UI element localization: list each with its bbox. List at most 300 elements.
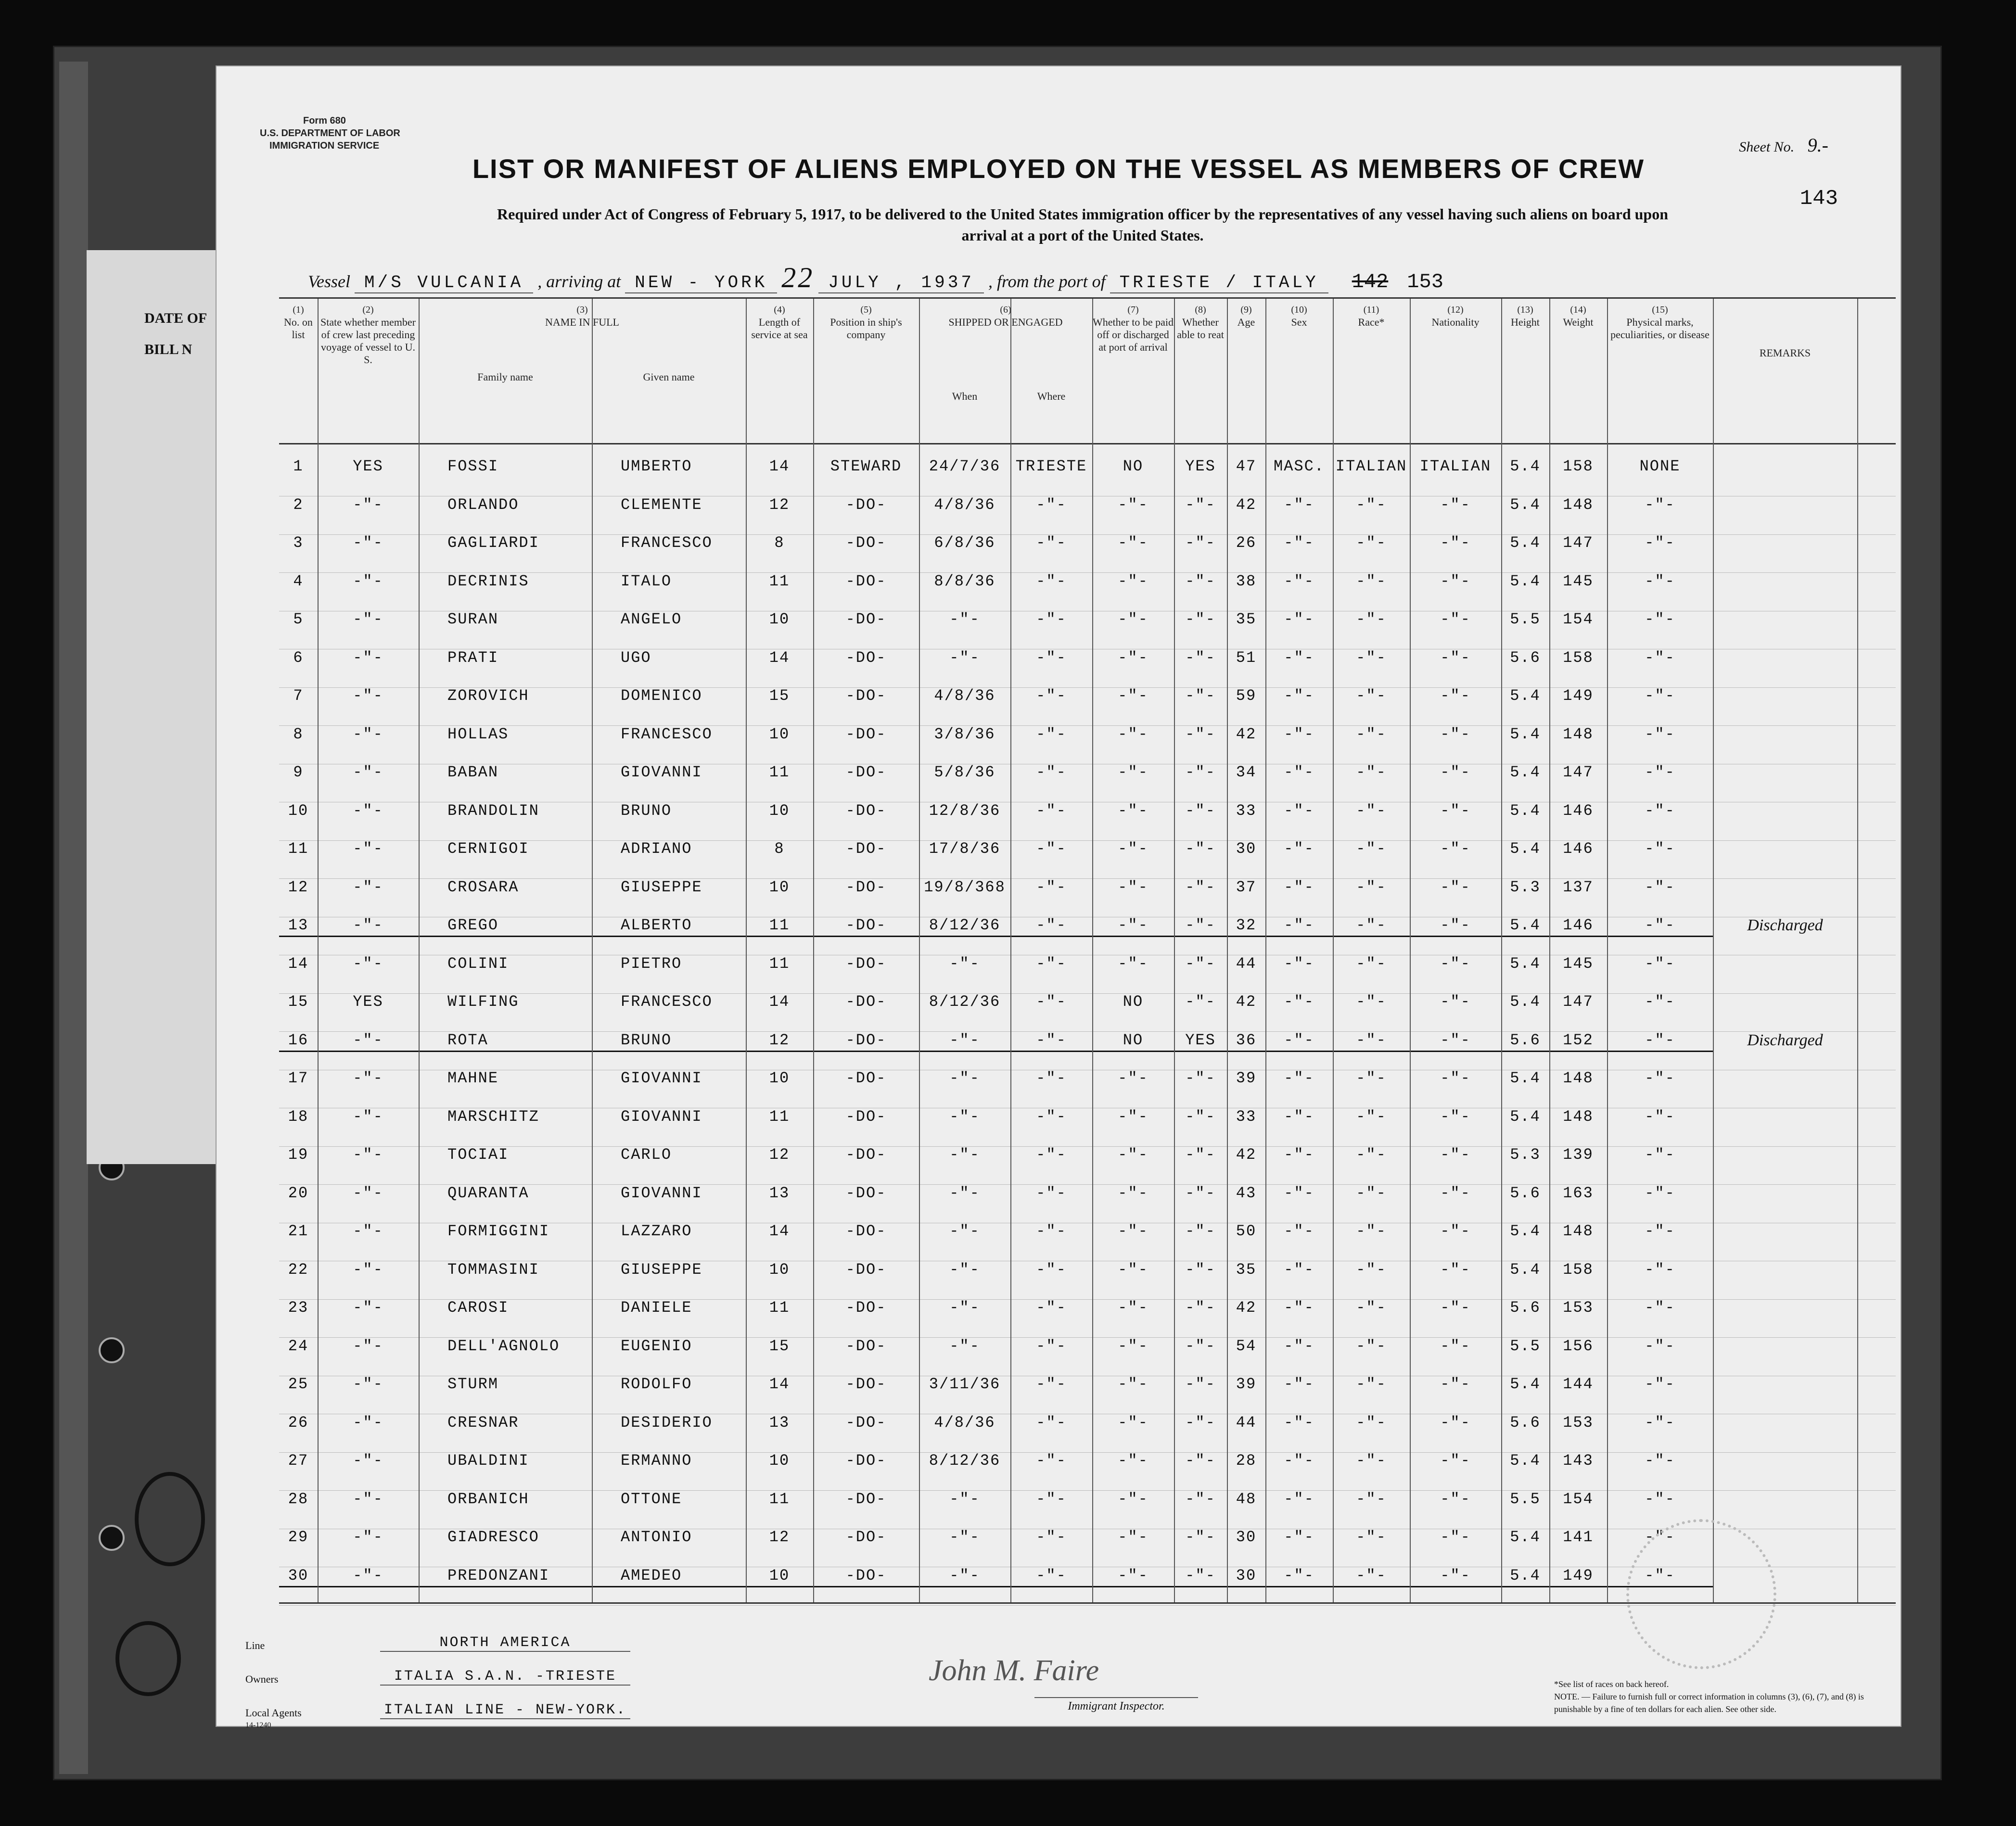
previous-voyage: YES	[353, 457, 383, 475]
given-name: GIOVANNI	[621, 1107, 702, 1126]
nationality: -"-	[1440, 1184, 1471, 1202]
physical-marks: -"-	[1645, 1375, 1675, 1393]
arriving-label: , arriving at	[537, 272, 621, 291]
nationality: -"-	[1440, 916, 1471, 934]
previous-voyage: -"-	[353, 916, 383, 934]
subtitle-line-2: arrival at a port of the United States.	[961, 227, 1204, 244]
weight: 143	[1563, 1452, 1594, 1470]
able-to-read: -"-	[1185, 687, 1216, 705]
height: 5.4	[1510, 1375, 1541, 1393]
paid-off: -"-	[1118, 572, 1148, 590]
height: 5.4	[1510, 916, 1541, 934]
length-of-service: 11	[769, 572, 790, 590]
old-sheet-number: 142	[1352, 270, 1389, 293]
weight: 148	[1563, 495, 1594, 514]
weight: 152	[1563, 1031, 1594, 1049]
shipped-when: 8/12/36	[929, 993, 1001, 1011]
inspector-signature: John M. Faire	[929, 1654, 1099, 1687]
shipped-when: 4/8/36	[934, 687, 995, 705]
weight: 163	[1563, 1184, 1594, 1202]
sex: -"-	[1284, 1490, 1314, 1508]
length-of-service: 13	[769, 1413, 790, 1432]
physical-marks: -"-	[1645, 648, 1675, 667]
shipped-when: 8/8/36	[934, 572, 995, 590]
nationality: -"-	[1440, 1146, 1471, 1164]
able-to-read: -"-	[1185, 725, 1216, 743]
weight: 153	[1563, 1413, 1594, 1432]
row-number: 29	[288, 1528, 309, 1546]
length-of-service: 10	[769, 610, 790, 628]
race-note: *See list of races on back hereof.	[1554, 1679, 1669, 1689]
shipped-where: -"-	[1036, 534, 1067, 552]
able-to-read: -"-	[1185, 916, 1216, 934]
paid-off: -"-	[1118, 954, 1148, 973]
header-col-13: (13) Height	[1511, 304, 1540, 328]
physical-marks: -"-	[1645, 840, 1675, 858]
previous-voyage: -"-	[353, 1375, 383, 1393]
family-name: TOMMASINI	[447, 1260, 539, 1279]
age: 42	[1236, 993, 1257, 1011]
sex: -"-	[1284, 1069, 1314, 1087]
nationality: -"-	[1440, 801, 1471, 820]
height: 5.4	[1510, 954, 1541, 973]
weight: 148	[1563, 725, 1594, 743]
position: -DO-	[845, 1413, 887, 1432]
age: 48	[1236, 1490, 1257, 1508]
sex: -"-	[1284, 1260, 1314, 1279]
paid-off: -"-	[1118, 801, 1148, 820]
length-of-service: 11	[769, 763, 790, 781]
remarks: Discharged	[1747, 916, 1823, 934]
age: 30	[1236, 840, 1257, 858]
arrival-day: 22	[781, 262, 815, 293]
nationality: -"-	[1440, 1490, 1471, 1508]
given-name: FRANCESCO	[621, 725, 713, 743]
race: -"-	[1356, 725, 1387, 743]
length-of-service: 11	[769, 1107, 790, 1126]
age: 42	[1236, 1146, 1257, 1164]
able-to-read: -"-	[1185, 878, 1216, 896]
sex: -"-	[1284, 1299, 1314, 1317]
able-to-read: -"-	[1185, 648, 1216, 667]
weight: 147	[1563, 763, 1594, 781]
given-name: RODOLFO	[621, 1375, 692, 1393]
row-number: 2	[293, 495, 304, 514]
previous-voyage: -"-	[353, 1222, 383, 1240]
paid-off: -"-	[1118, 648, 1148, 667]
nationality: -"-	[1440, 725, 1471, 743]
physical-marks: -"-	[1645, 1299, 1675, 1317]
position: -DO-	[845, 1375, 887, 1393]
age: 50	[1236, 1222, 1257, 1240]
height: 5.4	[1510, 1222, 1541, 1240]
sex: -"-	[1284, 1107, 1314, 1126]
shipped-where: -"-	[1036, 993, 1067, 1011]
row-number: 15	[288, 993, 309, 1011]
height: 5.4	[1510, 1107, 1541, 1126]
family-name: UBALDINI	[447, 1452, 529, 1470]
physical-marks: -"-	[1645, 1146, 1675, 1164]
previous-voyage: -"-	[353, 1490, 383, 1508]
shipped-when: 19/8/368	[924, 878, 1006, 896]
shipped-where: -"-	[1036, 1146, 1067, 1164]
penalty-note: NOTE. — Failure to furnish full or correct information in columns (3), (6), (7), and (8) is punishable by a fine of ten dollars for each alien. See other side.	[1554, 1692, 1864, 1714]
shipped-when: -"-	[949, 1031, 980, 1049]
physical-marks: -"-	[1645, 993, 1675, 1011]
row-number: 18	[288, 1107, 309, 1126]
row-number: 12	[288, 878, 309, 896]
department-name: U.S. DEPARTMENT OF LABOR	[260, 128, 400, 139]
physical-marks: -"-	[1645, 1528, 1675, 1546]
paid-off: -"-	[1118, 1184, 1148, 1202]
able-to-read: -"-	[1185, 1375, 1216, 1393]
header-col-1: (1) No. on list	[284, 304, 313, 341]
shipped-when: 12/8/36	[929, 801, 1001, 820]
family-name: FOSSI	[447, 457, 499, 475]
position: -DO-	[845, 1528, 887, 1546]
race: -"-	[1356, 1069, 1387, 1087]
shipped-where: -"-	[1036, 1184, 1067, 1202]
family-name: TOCIAI	[447, 1146, 509, 1164]
previous-voyage: -"-	[353, 1184, 383, 1202]
sex: -"-	[1284, 1375, 1314, 1393]
binder-hole	[99, 1337, 125, 1363]
age: 33	[1236, 1107, 1257, 1126]
given-name: FRANCESCO	[621, 993, 713, 1011]
binder-strip	[59, 62, 88, 1774]
nationality: -"-	[1440, 687, 1471, 705]
position: -DO-	[845, 648, 887, 667]
height: 5.4	[1510, 1528, 1541, 1546]
age: 34	[1236, 763, 1257, 781]
weight: 144	[1563, 1375, 1594, 1393]
shipped-when: 4/8/36	[934, 495, 995, 514]
row-number: 9	[293, 763, 304, 781]
able-to-read: YES	[1185, 457, 1216, 475]
paid-off: -"-	[1118, 1375, 1148, 1393]
family-name: BRANDOLIN	[447, 801, 539, 820]
agents-value: ITALIAN LINE - NEW-YORK.	[380, 1702, 630, 1719]
column-divider	[279, 299, 1858, 1602]
physical-marks: -"-	[1645, 572, 1675, 590]
nationality: -"-	[1440, 954, 1471, 973]
physical-marks: -"-	[1645, 763, 1675, 781]
previous-voyage: -"-	[353, 763, 383, 781]
shipped-when: 24/7/36	[929, 457, 1001, 475]
length-of-service: 11	[769, 954, 790, 973]
faded-stamp	[1626, 1519, 1776, 1669]
position: -DO-	[845, 1184, 887, 1202]
age: 42	[1236, 495, 1257, 514]
able-to-read: -"-	[1185, 1413, 1216, 1432]
given-name: DESIDERIO	[621, 1413, 713, 1432]
race: -"-	[1356, 840, 1387, 858]
row-number: 3	[293, 534, 304, 552]
from-port: TRIESTE / ITALY	[1110, 273, 1328, 293]
age: 51	[1236, 648, 1257, 667]
weight: 147	[1563, 993, 1594, 1011]
length-of-service: 15	[769, 687, 790, 705]
row-number: 1	[293, 457, 304, 475]
shipped-when: -"-	[949, 1337, 980, 1355]
family-name: FORMIGGINI	[447, 1222, 550, 1240]
able-to-read: -"-	[1185, 1299, 1216, 1317]
paid-off: -"-	[1118, 1299, 1148, 1317]
length-of-service: 10	[769, 1069, 790, 1087]
race: -"-	[1356, 801, 1387, 820]
nationality: -"-	[1440, 993, 1471, 1011]
family-name: PRATI	[447, 648, 499, 667]
row-number: 20	[288, 1184, 309, 1202]
previous-voyage: -"-	[353, 840, 383, 858]
sex: -"-	[1284, 916, 1314, 934]
nationality: -"-	[1440, 1222, 1471, 1240]
age: 54	[1236, 1337, 1257, 1355]
vessel-line	[308, 261, 1443, 294]
family-name: STURM	[447, 1375, 499, 1393]
weight: 149	[1563, 1566, 1594, 1585]
remarks: Discharged	[1747, 1031, 1823, 1049]
shipped-where: -"-	[1036, 1490, 1067, 1508]
shipped-where: TRIESTE	[1015, 457, 1087, 475]
age: 26	[1236, 534, 1257, 552]
previous-voyage: -"-	[353, 1031, 383, 1049]
family-name: BABAN	[447, 763, 499, 781]
footer-note	[1554, 1678, 1881, 1715]
weight: 158	[1563, 648, 1594, 667]
shipped-where: -"-	[1036, 1413, 1067, 1432]
physical-marks: -"-	[1645, 1222, 1675, 1240]
given-name: EUGENIO	[621, 1337, 692, 1355]
length-of-service: 12	[769, 495, 790, 514]
shipped-where: -"-	[1036, 687, 1067, 705]
weight: 145	[1563, 572, 1594, 590]
age: 32	[1236, 916, 1257, 934]
nationality: -"-	[1440, 1528, 1471, 1546]
sex: -"-	[1284, 687, 1314, 705]
nationality: -"-	[1440, 534, 1471, 552]
header-col-4: (4) Length of service at sea	[751, 304, 808, 341]
sex: -"-	[1284, 1146, 1314, 1164]
position: -DO-	[845, 1566, 887, 1585]
position: -DO-	[845, 1031, 887, 1049]
sheet-number-label: Sheet No.	[1739, 139, 1795, 155]
sex: -"-	[1284, 1031, 1314, 1049]
race: -"-	[1356, 1184, 1387, 1202]
nationality: -"-	[1440, 1452, 1471, 1470]
length-of-service: 14	[769, 1222, 790, 1240]
position: -DO-	[845, 993, 887, 1011]
sex: -"-	[1284, 1452, 1314, 1470]
age: 43	[1236, 1184, 1257, 1202]
family-name: ORLANDO	[447, 495, 519, 514]
weight: 148	[1563, 1107, 1594, 1126]
arriving-port: NEW - YORK	[625, 273, 777, 293]
underlying-page	[87, 250, 231, 1164]
able-to-read: -"-	[1185, 1222, 1216, 1240]
paid-off: -"-	[1118, 1222, 1148, 1240]
height: 5.4	[1510, 534, 1541, 552]
age: 44	[1236, 954, 1257, 973]
header-remarks: REMARKS	[1759, 347, 1811, 359]
shipped-when: -"-	[949, 1490, 980, 1508]
race: -"-	[1356, 1452, 1387, 1470]
position: STEWARD	[830, 457, 902, 475]
length-of-service: 8	[774, 840, 785, 858]
age: 39	[1236, 1375, 1257, 1393]
position: -DO-	[845, 801, 887, 820]
sex: -"-	[1284, 801, 1314, 820]
header-where: Where	[1037, 390, 1066, 402]
row-number: 27	[288, 1452, 309, 1470]
height: 5.5	[1510, 1337, 1541, 1355]
height: 5.4	[1510, 1260, 1541, 1279]
side-label-bill: BILL N	[144, 342, 192, 357]
age: 30	[1236, 1528, 1257, 1546]
position: -DO-	[845, 495, 887, 514]
shipped-where: -"-	[1036, 1260, 1067, 1279]
position: -DO-	[845, 954, 887, 973]
weight: 137	[1563, 878, 1594, 896]
header-when: When	[952, 390, 978, 402]
position: -DO-	[845, 916, 887, 934]
shipped-when: -"-	[949, 1528, 980, 1546]
shipped-when: -"-	[949, 1107, 980, 1126]
position: -DO-	[845, 572, 887, 590]
paid-off: -"-	[1118, 495, 1148, 514]
length-of-service: 14	[769, 457, 790, 475]
age: 36	[1236, 1031, 1257, 1049]
header-col-6: (6) SHIPPED OR ENGAGED	[948, 304, 1063, 328]
length-of-service: 10	[769, 801, 790, 820]
physical-marks: -"-	[1645, 1031, 1675, 1049]
shipped-when: -"-	[949, 1222, 980, 1240]
row-number: 30	[288, 1566, 309, 1585]
sex: -"-	[1284, 725, 1314, 743]
paid-off: -"-	[1118, 687, 1148, 705]
row-number: 26	[288, 1413, 309, 1432]
page-title: LIST OR MANIFEST OF ALIENS EMPLOYED ON THE VESSEL AS MEMBERS OF CREW	[472, 153, 1645, 184]
height: 5.4	[1510, 725, 1541, 743]
weight: 148	[1563, 1222, 1594, 1240]
row-number: 10	[288, 801, 309, 820]
height: 5.3	[1510, 878, 1541, 896]
sex: -"-	[1284, 878, 1314, 896]
row-number: 11	[288, 840, 309, 858]
height: 5.4	[1510, 495, 1541, 514]
able-to-read: -"-	[1185, 1107, 1216, 1126]
previous-voyage: -"-	[353, 725, 383, 743]
nationality: -"-	[1440, 572, 1471, 590]
physical-marks: -"-	[1645, 1184, 1675, 1202]
nationality: -"-	[1440, 1299, 1471, 1317]
family-name: ROTA	[447, 1031, 488, 1049]
race: ITALIAN	[1335, 457, 1407, 475]
paid-off: -"-	[1118, 1107, 1148, 1126]
race: -"-	[1356, 1528, 1387, 1546]
previous-voyage: -"-	[353, 1452, 383, 1470]
position: -DO-	[845, 840, 887, 858]
shipped-when: 6/8/36	[934, 534, 995, 552]
row-number: 7	[293, 687, 304, 705]
position: -DO-	[845, 1069, 887, 1087]
able-to-read: -"-	[1185, 610, 1216, 628]
position: -DO-	[845, 1299, 887, 1317]
age: 30	[1236, 1566, 1257, 1585]
family-name: PREDONZANI	[447, 1566, 550, 1585]
owners-value: ITALIA S.A.N. -TRIESTE	[380, 1668, 630, 1686]
weight: 139	[1563, 1146, 1594, 1164]
previous-voyage: -"-	[353, 1146, 383, 1164]
sex: -"-	[1284, 954, 1314, 973]
header-col-10: (10) Sex	[1291, 304, 1307, 328]
family-name: GIADRESCO	[447, 1528, 539, 1546]
race: -"-	[1356, 1107, 1387, 1126]
sex: -"-	[1284, 572, 1314, 590]
race: -"-	[1356, 878, 1387, 896]
family-name: DELL'AGNOLO	[447, 1337, 560, 1355]
race: -"-	[1356, 1299, 1387, 1317]
length-of-service: 13	[769, 1184, 790, 1202]
race: -"-	[1356, 1146, 1387, 1164]
previous-voyage: -"-	[353, 1260, 383, 1279]
shipped-when: 8/12/36	[929, 916, 1001, 934]
paid-off: -"-	[1118, 763, 1148, 781]
side-label-date: DATE OF	[144, 310, 207, 326]
able-to-read: YES	[1185, 1031, 1216, 1049]
physical-marks: -"-	[1645, 1107, 1675, 1126]
row-number: 23	[288, 1299, 309, 1317]
length-of-service: 10	[769, 725, 790, 743]
given-name: ERMANNO	[621, 1452, 692, 1470]
position: -DO-	[845, 1146, 887, 1164]
paid-off: -"-	[1118, 878, 1148, 896]
given-name: ALBERTO	[621, 916, 692, 934]
shipped-when: -"-	[949, 1566, 980, 1585]
position: -DO-	[845, 1452, 887, 1470]
age: 33	[1236, 801, 1257, 820]
row-number: 22	[288, 1260, 309, 1279]
physical-marks: -"-	[1645, 1490, 1675, 1508]
paid-off: NO	[1123, 1031, 1144, 1049]
able-to-read: -"-	[1185, 1260, 1216, 1279]
sex: -"-	[1284, 1528, 1314, 1546]
paid-off: -"-	[1118, 1069, 1148, 1087]
sex: -"-	[1284, 1566, 1314, 1585]
previous-voyage: -"-	[353, 534, 383, 552]
family-name: DECRINIS	[447, 572, 529, 590]
physical-marks: -"-	[1645, 916, 1675, 934]
position: -DO-	[845, 725, 887, 743]
row-number: 13	[288, 916, 309, 934]
position: -DO-	[845, 878, 887, 896]
shipped-where: -"-	[1036, 916, 1067, 934]
previous-voyage: YES	[353, 993, 383, 1011]
shipped-where: -"-	[1036, 610, 1067, 628]
new-sheet-number: 153	[1407, 270, 1443, 293]
height: 5.4	[1510, 1452, 1541, 1470]
agents-label: Local Agents	[245, 1707, 302, 1719]
shipped-where: -"-	[1036, 1566, 1067, 1585]
row-number: 25	[288, 1375, 309, 1393]
paid-off: -"-	[1118, 610, 1148, 628]
shipped-where: -"-	[1036, 840, 1067, 858]
header-col-7: (7) Whether to be paid off or discharged at port of arrival	[1093, 304, 1174, 353]
shipped-when: -"-	[949, 1260, 980, 1279]
height: 5.6	[1510, 1299, 1541, 1317]
physical-marks: NONE	[1639, 457, 1681, 475]
stamped-page-number: 143	[1799, 187, 1838, 211]
